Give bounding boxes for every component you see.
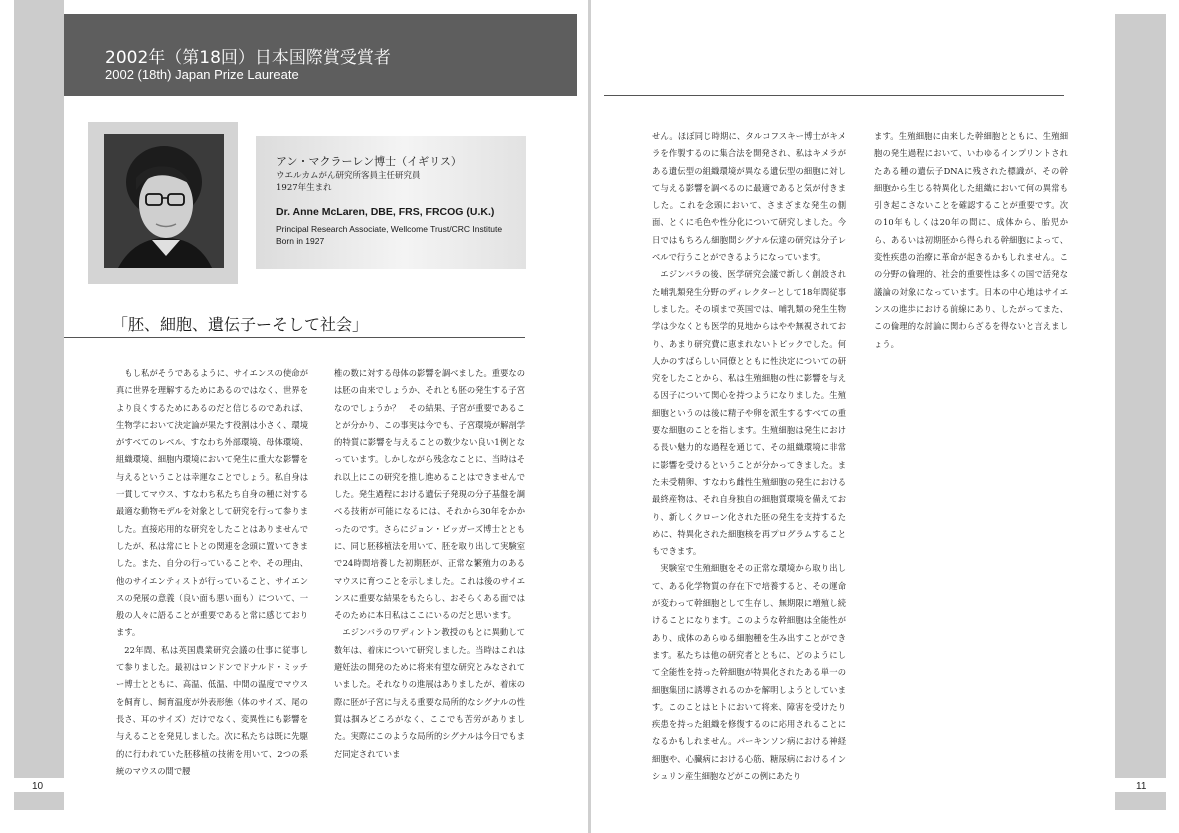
paragraph: 椎の数に対する母体の影響を調べました。重要なのは胚の由来でしょうか、それとも胚の発生する子宮なのでしょうか？ その結果、子宮が重要であることが分かり、この事実は今でも、子宮環境が解剖学的特質に影響を与えることの数少ない良い1例となっています。しかしながら残念なことに、当時はそれ以上にこの研究を推し進めることはできませんでした。発生過程における遺伝子発現の分子基盤を調べる技術が可能になるには、それから30年をかかったのです。さらにジョン・ビッガーズ博士とともに、同じ胚移植法を用いて、胚を取り出して実験室で24時間培養した初期胚が、正常な繁殖力のあるマウスに育つことを示しました。これは後のサイエンスに重要な結果をもたらし、おそらくある面ではそのために本日私はここにいるのだと思います。: [334, 368, 525, 621]
laureate-name-en: Dr. Anne McLaren, DBE, FRS, FRCOG (U.K.): [276, 206, 495, 218]
left-margin-band-bottom: [14, 792, 64, 810]
paragraph: せん。ほぼ同じ時期に、タルコフスキー博士がキメラを作製するのに集合法を開発され、私はキメラがある遺伝型の組織環境が異なる遺伝型の細胞に対して与える影響を調べるのに最適であると気が付きました。これを念頭において、さまざまな発生の側面、とくに毛色や性分化について研究しました。今日ではもちろん細胞間シグナル伝達の研究は分子レベルで行うことができるようになっています。: [652, 131, 846, 263]
paragraph: 実験室で生殖細胞をその正常な環境から取り出して、ある化学物質の存在下で培養すると、その運命が変わって幹細胞として生存し、無期限に増殖し続けることになります。このような幹細胞は全能性があり、成体のあらゆる細胞種を生み出すことができます。私たちは他の研究者とともに、どのようにして全能性を持った幹細胞が特異化されたある単一の細胞集団に誘導されるのかを解明しようとしています。このことはヒトにおいて将来、障害を受けたり疾患を持った組織を修復するのに応用されることになるかもしれません。パーキンソン病における神経細胞や、心臓病における心筋、糖尿病におけるインシュリン産生細胞などがこの例にあたり: [652, 563, 846, 781]
article-title: 「胚、細胞、遺伝子ーそして社会」: [112, 315, 369, 334]
paragraph: もし私がそうであるように、サイエンスの使命が真に世界を理解するためにあるのではなく、世界をより良くするためにあるのだと信じるのであれば、生物学において決定論が果たす役割は小さく、環境がすべてのレベル、すなわち外部環境、母体環境、組織環境、細胞内環境において発生に重大な影響を与えるということは幸運なことでしょう。私自身は一貫してマウス、すなわち私たち自身の種に対する最適な動物モデルを対象として研究を行って参りました。直接応用的な研究をしたことはありませんでしたが、私は常にヒトとの関連を念頭に置いてきました。また、自分の行っていることや、その理由、他のサイエンティストが行っていること、サイエンスの発展の意義（良い面も悪い面も）について、一般の人々に語ることが重要であると常に感じております。: [116, 368, 308, 638]
paragraph: エジンバラの後、医学研究会議で新しく創設された哺乳類発生分野のディレクターとして18年間従事しました。その頃まで英国では、哺乳類の発生生物学は少なくとも医学的見地からはやや無視されており、あまり研究費に恵まれないトピックでした。何人かのすばらしい同僚とともに性決定についての研究をしたことから、私は生殖細胞の性に影響を与える因子について関心を持つようになりました。生殖細胞というのは後に精子や卵を派生するすべての重要な細胞のことを指します。生殖細胞は発生における長い魅力的な過程を通じて、その組織環境に非常に影響を受けるということが分かってきました。また未受精卵、すなわち雌性生殖細胞の発生における最終産物は、それ自身独自の細胞質環境を備えており、新しくクローン化された胚の発生を支持するために、特異化された細胞核を再プログラムすることもできます。: [652, 269, 846, 557]
title-rule: [64, 337, 525, 338]
header-title-en: 2002 (18th) Japan Prize Laureate: [105, 67, 299, 82]
right-margin-band-bottom: [1115, 792, 1166, 810]
right-margin-band: [1115, 96, 1166, 778]
laureate-affiliation-jp: ウエルカムがん研究所客員主任研究員: [276, 171, 421, 181]
page-number-right: 11: [1136, 781, 1147, 792]
paragraph: 22年間、私は英国農業研究会議の仕事に従事して参りました。最初はロンドンでドナルド・ミッチー博士とともに、高温、低温、中間の温度でマウスを飼育し、飼育温度が外表形態（体のサイズ、尾の長さ、耳のサイズ）だけでなく、変異性にも影響を与えることを発見しました。次に私たちは既に先駆的に行われていた胚移植の技術を用いて、2つの系統のマウスの間で腰: [116, 644, 308, 776]
text-column-3: [652, 128, 846, 781]
right-page-rule: [604, 95, 1064, 96]
paragraph: ます。生殖細胞に由来した幹細胞とともに、生殖細胞の発生過程において、いわゆるインプリントされたある種の遺伝子DNAに残された標識が、その幹細胞から生じる特異化した組織において何の異常も引き起こさないことを確認することが重要です。次の10年もしくは20年の間に、成体から、胎児から、あるいは初期胚から得られる幹細胞によって、変性疾患の治療に革命が起きるかもしれません。この分野の倫理的、社会的重要性は多くの国で活発な議論の対象になっています。日本の中心地はサイエンスの進歩における前線にあり、したがってまた、この倫理的な討論に関わらざるを得ないと言えましょう。: [874, 131, 1068, 349]
header-title-jp: 2002年（第18回）日本国際賞受賞者: [105, 48, 391, 68]
right-margin-band-top: [1115, 14, 1166, 96]
portrait-illustration: [104, 134, 224, 268]
text-column-2: [334, 365, 525, 759]
laureate-born-en: Born in 1927: [276, 236, 325, 246]
left-margin-band-top: [14, 0, 64, 96]
page-number-left: 10: [32, 781, 44, 792]
paragraph: エジンバラのワディントン教授のもとに異動して数年は、着床について研究しました。当時はこれは避妊法の開発のために将来有望な研究とみなされていました。それなりの進展はありましたが、着床の際に胚が子宮に与える重要な局所的なシグナルの性質は掴みどころがなく、ここでも苦労がありました。実際にこのような局所的シグナルは今日でもまだ同定されていま: [334, 627, 525, 759]
page-gutter: [588, 0, 591, 833]
laureate-affiliation-en: Principal Research Associate, Wellcome Trust/CRC Institute: [276, 224, 503, 234]
laureate-born-jp: 1927年生まれ: [276, 183, 332, 193]
laureate-portrait: [104, 134, 224, 268]
left-margin-band: [14, 96, 64, 778]
text-column-1: [116, 365, 308, 776]
text-column-4: [874, 128, 1068, 358]
laureate-name-jp: アン・マクラーレン博士（イギリス）: [276, 155, 462, 168]
